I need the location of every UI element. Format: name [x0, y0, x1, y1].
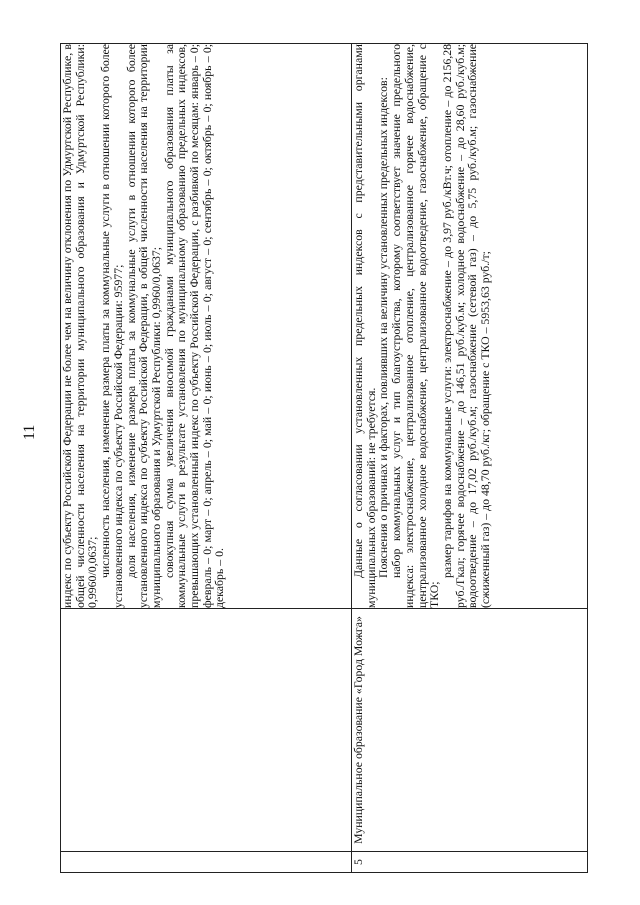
details-cell-5 — [352, 44, 588, 609]
paragraph: индекс по субъекту Российской Федерации не более чем на величину отклонения по Удмуртской Республике, в общей численности населения на территории муниципального образования и Удмуртской Республики: 0,9960/0,0637; — [60, 44, 100, 608]
indices-table — [60, 43, 588, 873]
paragraph: размер тарифов на коммунальные услуги: электроснабжение – до 3,97 руб./кВт.ч; отопление – до 2156,28 руб./Гкал; горячее водоснабжение – до 146,51 руб./куб.м; холодное водоснабжение – до 28,60 руб./куб.м; водоотведение – до 17,02 руб./куб.м; газоснабжение (сетевой газ) – до 5,75 руб./куб.м; газоснабжение (сжиженный газ) – до 48,70 руб./кг; обращение с ТКО – 5953,63 руб./т; — [439, 44, 493, 608]
paragraph: Пояснения о причинах и факторах, повлиявших на величину установленных предельных индексов: — [376, 77, 391, 578]
table-row-previous — [61, 44, 352, 873]
page-number: 11 — [21, 424, 38, 440]
municipality-cell-empty — [61, 609, 352, 852]
paragraph: Данные о согласовании установленных предельных индексов с представительными органами муниципальных образований: не требуется. — [351, 44, 378, 608]
details-cell-previous — [61, 44, 352, 609]
paragraph: набор коммунальных услуг и тип благоустройства, которому соответствует значение предельного индекса: электроснабжение, централизованное отопление, централизованное горячее водоснабжение, централизованное холодное водоснабжение, централизованное водоотведение, газоснабжение, обращение с ТКО; — [389, 44, 442, 608]
municipality-name: Муниципальное образование «Город Можга» — [352, 609, 588, 852]
paragraph: совокупная сумма увеличения вносимой гражданами муниципального образования платы за коммунальные услуги в результате установления по муниципальному образованию предельных индексов, превышающих установленный индекс по субъекту Российской Федерации, с разбивкой по месяцам: январь – 0; февраль – 0; март – 0; апрель – 0; май – 0; июнь – 0; июль – 0; август – 0; сентябрь – 0; октябрь – 0; ноябрь – 0; декабрь – 0. — [161, 44, 227, 608]
number-cell-empty — [61, 852, 352, 873]
paragraph: численность населения, изменение размера платы за коммунальные услуги в отношении которого более установленного индекса по субъекту Российской Федерации: 95977; — [98, 44, 125, 608]
rotated-page-content — [60, 43, 588, 873]
table-row-5 — [352, 44, 588, 873]
paragraph: доля населения, изменение размера платы за коммунальные услуги в отношении которого более установленного индекса по субъекту Российской Федерации, в общей численности населения на территории муниципального образования и Удмуртской Республики: 0,9960/0,0637; — [123, 44, 163, 608]
row-number: 5 — [352, 852, 588, 873]
